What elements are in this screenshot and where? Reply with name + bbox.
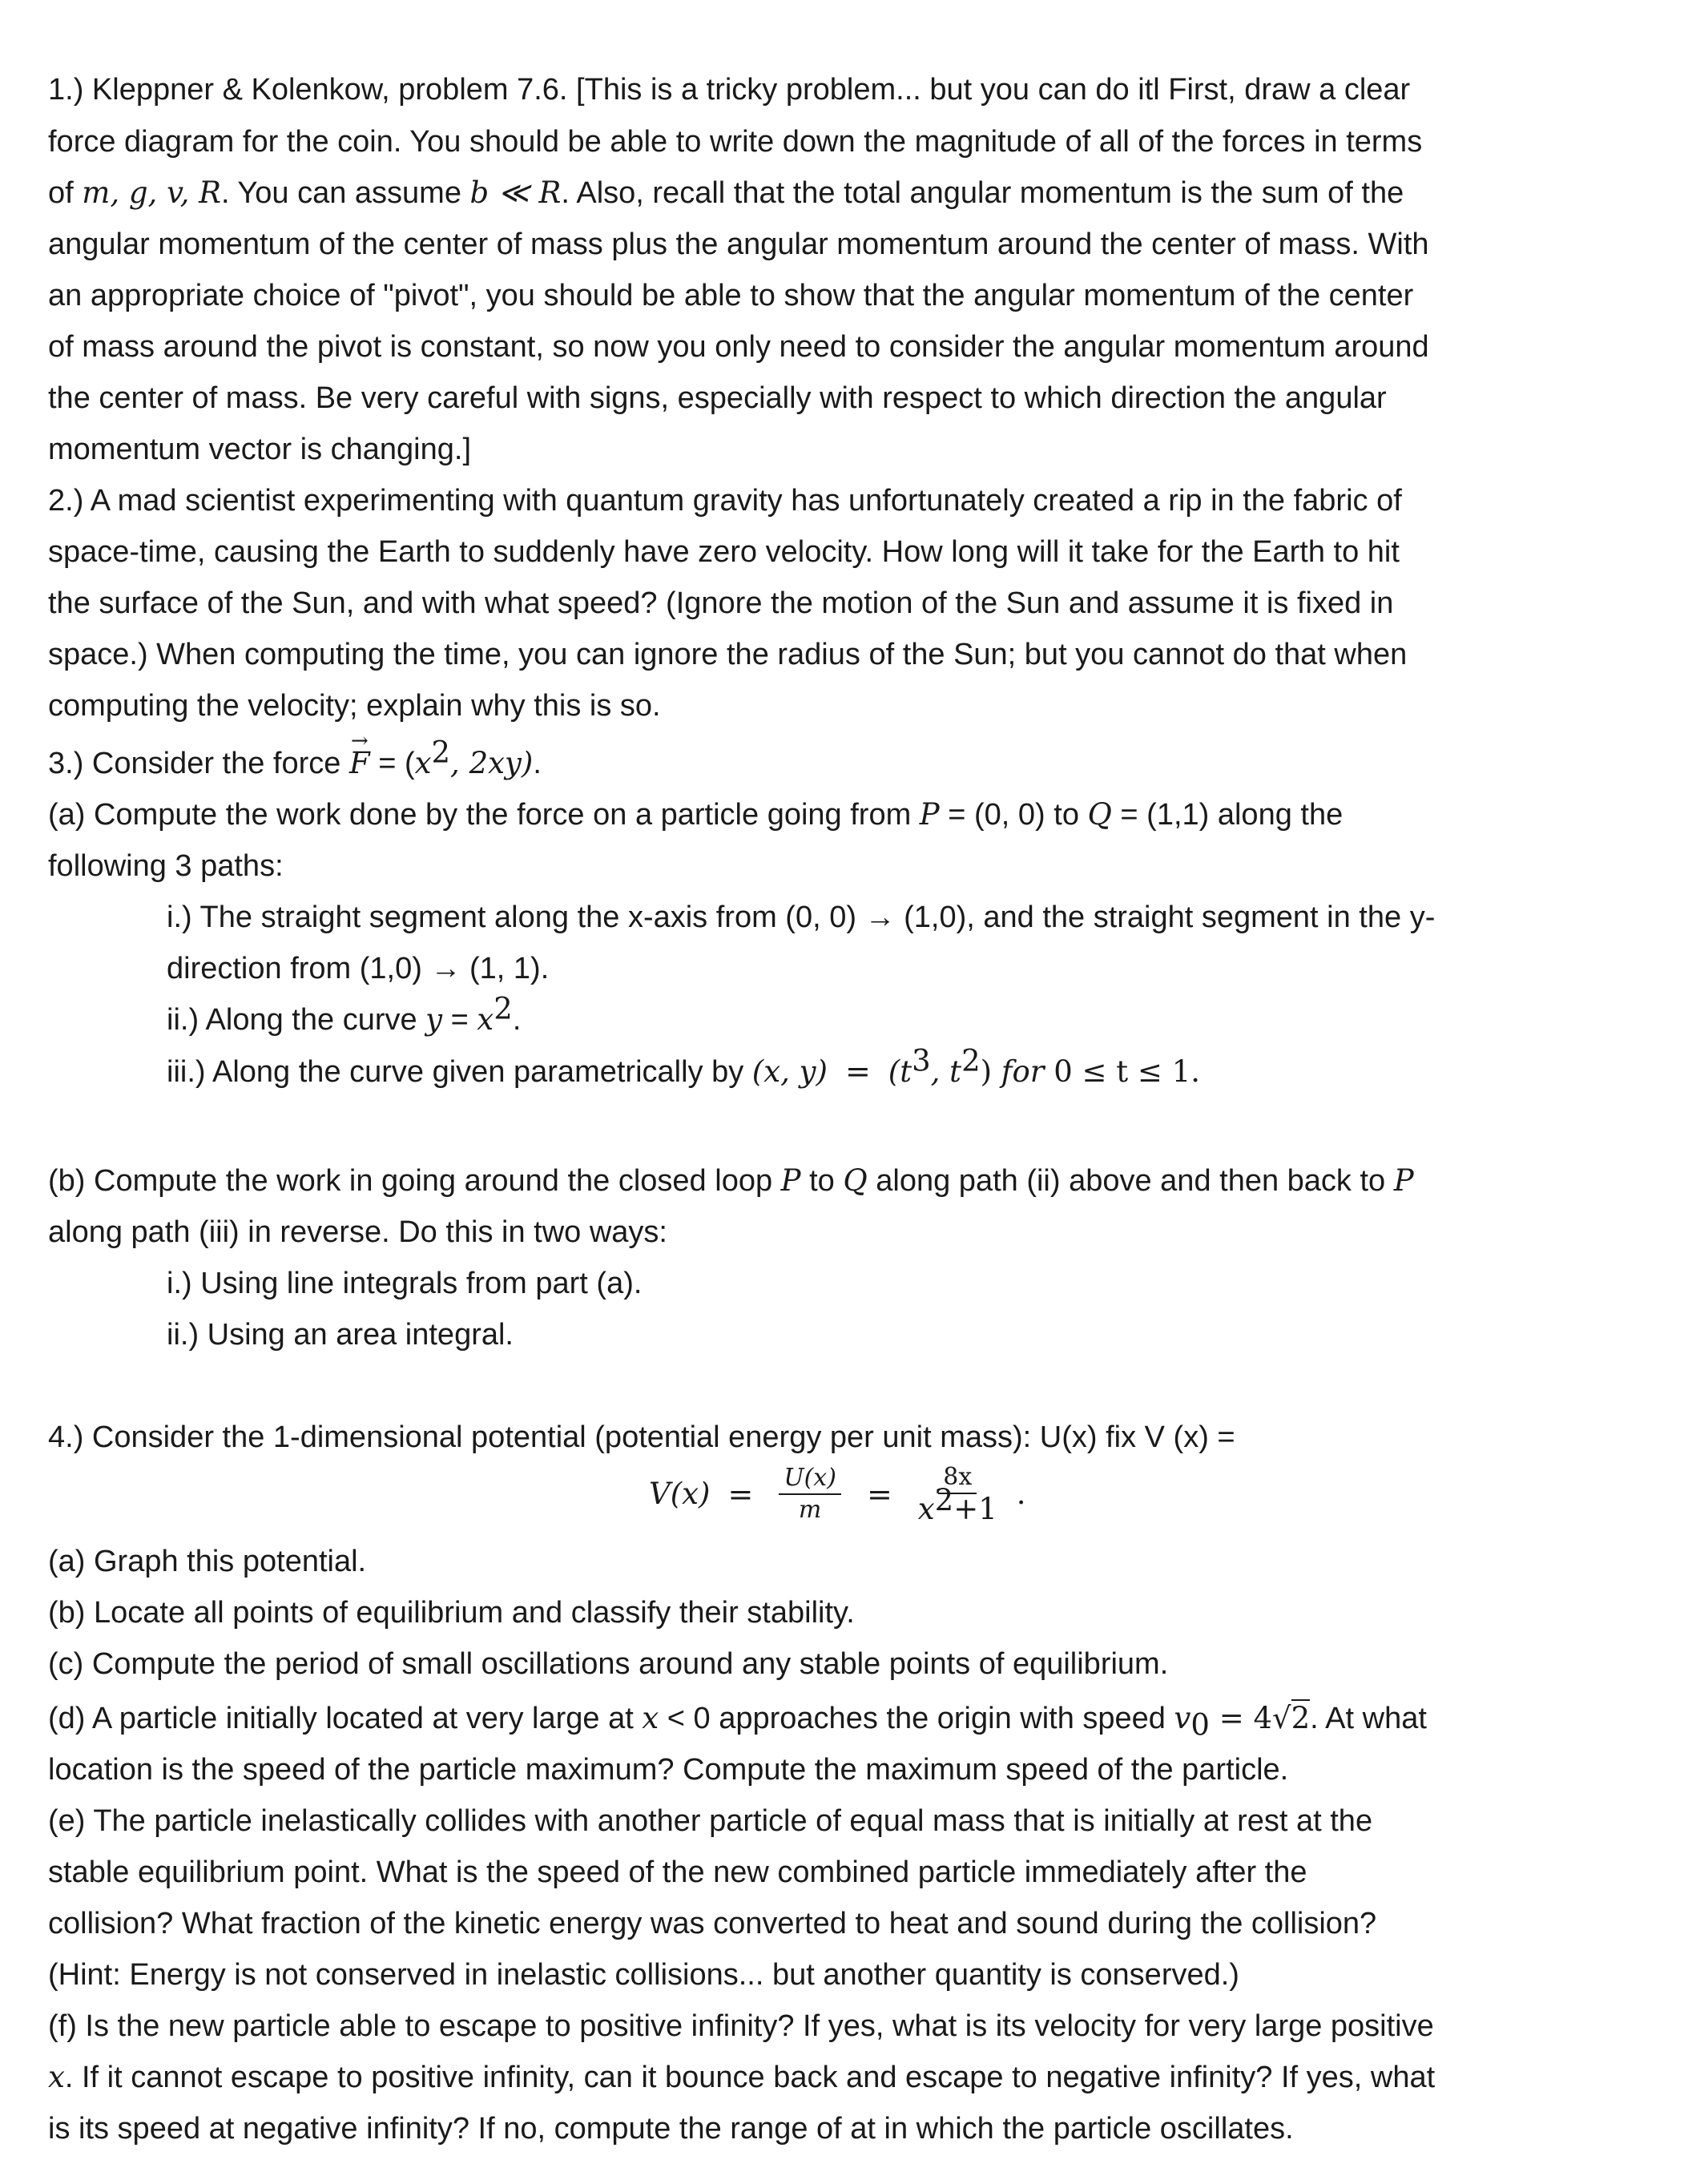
text: . Also, recall that the total angular momentum is the sum of the [561,176,1404,210]
text: stable equilibrium point. What is the speed of the new combined particle immediately after the [48,1856,1307,1889]
p1-line-3 [48,174,1404,212]
text: (a) Graph this potential. [48,1545,367,1578]
plus-one: +1 [953,1491,997,1526]
p1-line-5 [48,276,1413,315]
p3a-ii-line [167,991,522,1039]
text: along path (iii) in reverse. Do this in two ways: [48,1215,667,1249]
p3a-line-1 [48,796,1343,834]
equals-sign: = [866,1477,892,1512]
p1-line-4 [48,225,1429,264]
p3b-line-2 [48,1213,667,1251]
math-4: 4 [1253,1701,1273,1735]
text: of [48,176,83,210]
p1-line-7 [48,379,1387,417]
denominator [917,1482,997,1527]
p4d-line-2 [48,1751,1288,1789]
math-v: v [1174,1701,1191,1735]
text: computing the velocity; explain why this is so. [48,689,661,723]
p3a-i-line-1 [167,898,1435,937]
superscript: 3 [912,1043,931,1078]
p3a-line-2 [48,847,284,885]
text: of mass around the pivot is constant, so now you only need to consider the angular momentum around [48,330,1429,364]
p4e-line-3 [48,1904,1376,1943]
text: is its speed at negative infinity? If no, compute the range of at in which the particle oscillates. [48,2112,1294,2146]
math-y: y [425,1002,443,1037]
p4e-line-1 [48,1802,1372,1840]
p3b-ii-line [167,1316,514,1354]
text: collision? What fraction of the kinetic energy was converted to heat and sound during the collision? [48,1907,1377,1940]
math-P: P [780,1163,801,1198]
period: . [1016,1477,1026,1511]
p4-line-1 [48,1418,1235,1457]
text: direction from (1,0) → (1, 1). [167,952,550,985]
math-variables: m, g, v, R [82,175,221,210]
p2-line-1 [48,482,1402,520]
superscript: 2 [494,991,513,1026]
p3b-i-line [167,1264,642,1303]
potential-equation [649,1460,1026,1529]
p3a-i-line-2 [167,949,549,988]
p3-line-1 [48,735,542,783]
equals-sign: = [727,1477,754,1512]
math-t: (t [888,1054,912,1089]
math-t: , t [930,1054,962,1089]
text: = (1,1) along the [1111,798,1344,832]
text: momentum vector is changing.] [48,433,472,466]
text: . At what [1310,1702,1427,1735]
math-x: x [414,746,432,780]
math-P: P [1393,1163,1414,1198]
equals-sign: = [1209,1701,1254,1735]
p4f-line-3 [48,2109,1294,2148]
text: space-time, causing the Earth to suddenly have zero velocity. How long will it take for the Earth to hit [48,535,1400,569]
p2-line-3 [48,584,1393,623]
numerator: 8x [938,1462,977,1494]
text: . If it cannot escape to positive infinity, can it bounce back and escape to negative infinity? If yes, what [64,2061,1436,2094]
text: (d) A particle initially located at very large at [48,1702,643,1735]
text: an appropriate choice of "pivot", you should be able to show that the angular momentum of the center [48,279,1414,312]
text: (b) Compute the work in going around the closed loop [48,1164,781,1198]
math-range: 0 ≤ t ≤ 1. [1053,1054,1200,1089]
text: 2.) A mad scientist experimenting with quantum gravity has unfortunately created a rip in the fabric of [48,484,1402,518]
p4b-line [48,1594,855,1632]
p2-line-5 [48,687,661,725]
text: i.) The straight segment along the x-axis from (0, 0) → (1,0), and the straight segment in the y- [167,901,1436,934]
text: = (0, 0) to [939,798,1088,832]
math-V: V(x) [649,1477,711,1511]
p4f-line-1 [48,2007,1434,2045]
text: = ( [369,747,415,780]
text: . [533,747,542,780]
fraction-U-over-m [779,1463,841,1525]
subscript: 0 [1190,1707,1210,1743]
text: . [512,1003,522,1037]
p4f-line-2 [48,2058,1435,2097]
text: i.) Using line integrals from part (a). [167,1267,643,1300]
math-P: P [919,797,940,832]
text: force diagram for the coin. You should be able to write down the magnitude of all of the forces in terms [48,125,1423,159]
text: = [442,1003,477,1037]
math-x: x [642,1701,659,1735]
math-2xy: , 2xy) [450,746,534,780]
p1-line-1 [48,71,1410,109]
math-inequality: b ≪ R [469,175,562,210]
fraction-8x-over-x2plus1 [918,1462,997,1527]
text: following 3 paths: [48,849,284,883]
superscript: 2 [431,735,451,770]
text: space.) When computing the time, you can ignore the radius of the Sun; but you cannot do that when [48,638,1408,671]
numerator: U(x) [779,1463,841,1495]
text: the center of mass. Be very careful with signs, especially with respect to which direction the angular [48,381,1387,415]
text: (c) Compute the period of small oscillations around any stable points of equilibrium. [48,1647,1169,1681]
p1-line-8 [48,430,471,469]
text: the surface of the Sun, and with what speed? (Ignore the motion of the Sun and assume it is fixed in [48,586,1394,620]
text: . You can assume [220,176,470,210]
text: (Hint: Energy is not conserved in inelastic collisions... but another quantity is conserved.) [48,1958,1239,1992]
equals-sign: = [844,1054,871,1089]
math-x: x [477,1002,494,1037]
text: 4.) Consider the 1-dimensional potential (potential energy per unit mass): U(x) fix V (x) = [48,1420,1235,1454]
text: ii.) Along the curve [167,1003,426,1037]
denominator: m [798,1496,822,1524]
p2-line-4 [48,635,1407,674]
p3b-line-1 [48,1162,1414,1200]
text: ii.) Using an area integral. [167,1318,514,1352]
text: iii.) Along the curve given parametrically by [167,1055,752,1089]
p1-line-2 [48,123,1422,161]
text: 1.) Kleppner & Kolenkow, problem 7.6. [This is a tricky problem... but you can do itl First, draw a clear [48,73,1411,107]
math-x: x [917,1491,935,1526]
p4e-line-4 [48,1956,1239,1994]
math-for: for [992,1054,1054,1089]
p4d-line-1 [48,1699,1427,1743]
text: (e) The particle inelastically collides with another particle of equal mass that is initially at rest at the [48,1804,1373,1838]
p3a-iii-line [167,1043,1200,1091]
text: to [800,1164,844,1198]
p4c-line [48,1645,1168,1683]
sqrt-sign: √ [1272,1701,1291,1735]
superscript: 2 [934,1482,954,1517]
math-Q: Q [1087,797,1112,832]
text: along path (ii) above and then back to [867,1164,1394,1198]
math-sqrt-arg: 2 [1291,1701,1311,1735]
text: (b) Locate all points of equilibrium and classify their stability. [48,1596,855,1630]
text: location is the speed of the particle maximum? Compute the maximum speed of the particle. [48,1753,1289,1787]
p1-line-6 [48,328,1429,366]
force-vector: → F [349,744,370,783]
math-paren: ) [980,1054,993,1089]
text: < 0 approaches the origin with speed [659,1702,1174,1735]
math-x: x [48,2060,65,2094]
superscript: 2 [961,1043,981,1078]
text: 3.) Consider the force [48,747,349,780]
text: (a) Compute the work done by the force on a particle going from [48,798,920,832]
math-xy: (x, y) [751,1054,828,1089]
text: angular momentum of the center of mass plus the angular momentum around the center of mass. With [48,228,1429,261]
p4a-line [48,1542,366,1581]
math-Q: Q [843,1163,868,1198]
text: (f) Is the new particle able to escape to positive infinity? If yes, what is its velocity for very large positive [48,2009,1434,2043]
p2-line-2 [48,533,1400,571]
p4e-line-2 [48,1853,1307,1892]
